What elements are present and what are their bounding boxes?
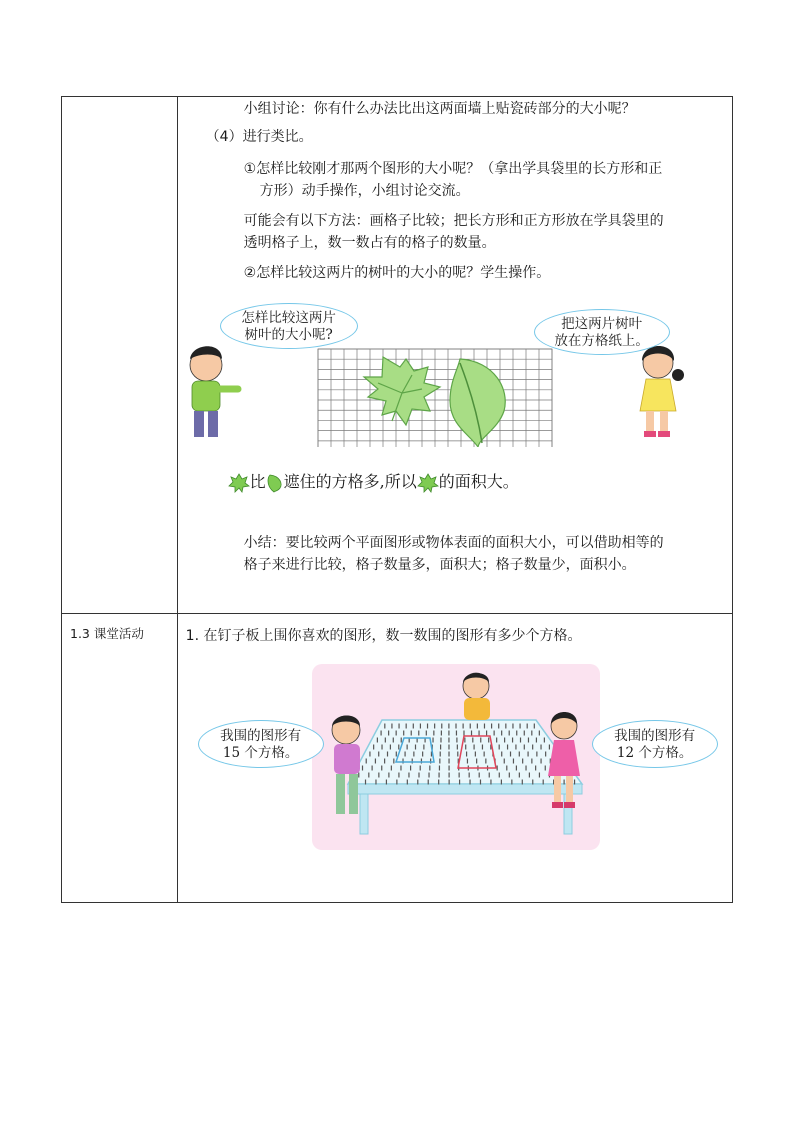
- lesson-table: [61, 96, 733, 903]
- question-1-line2: 方形）动手操作，小组讨论交流。: [259, 183, 470, 199]
- question-2: ②怎样比较这两片的树叶的大小的呢？学生操作。: [243, 265, 551, 281]
- leaf-comparison-sentence: [228, 471, 519, 493]
- discussion-text: 小组讨论：你有什么办法比出这两面墙上贴瓷砖部分的大小呢？: [243, 101, 636, 117]
- boy-bubble-line1: 怎样比较这两片: [241, 310, 336, 326]
- girl-bubble-line1: 把这两片树叶: [561, 316, 643, 332]
- table-row: [62, 614, 733, 903]
- right-bubble-line1: 我围的图形有: [614, 728, 696, 744]
- method-line2: 透明格子上，数一数占有的格子的数量。: [243, 235, 496, 251]
- right-speech-bubble: [592, 720, 718, 768]
- left-bubble-line2: 15 个方格。: [222, 745, 299, 761]
- oval-leaf-small-icon: [266, 473, 284, 493]
- maple-leaf-small-icon: [228, 473, 250, 493]
- section-label: 1.3 课堂活动: [70, 626, 144, 641]
- boy-speech-bubble: [220, 303, 358, 349]
- left-cell-empty: [62, 97, 178, 614]
- method-line1: 可能会有以下方法：画格子比较；把长方形和正方形放在学具袋里的: [243, 213, 664, 229]
- summary-line2: 格子来进行比较，格子数量多，面积大；格子数量少，面积小。: [243, 557, 636, 573]
- compare-end-text: 的面积大。: [438, 472, 519, 491]
- right-bubble-line2: 12 个方格。: [616, 745, 693, 761]
- girl-figure-icon: [640, 346, 684, 437]
- section-label-cell: [62, 614, 178, 903]
- pegboard-illustration: [312, 664, 600, 850]
- content-cell: [177, 97, 732, 614]
- boy-figure-icon: [190, 346, 238, 437]
- maple-leaf-small-icon-2: [417, 473, 439, 493]
- table-row: [62, 97, 733, 614]
- question-1-line1: ①怎样比较刚才那两个图形的大小呢？（拿出学具袋里的长方形和正: [243, 161, 663, 177]
- compare-word: 比: [249, 472, 266, 491]
- boy-bubble-line2: 树叶的大小呢?: [244, 327, 333, 343]
- summary-line1: 小结：要比较两个平面图形或物体表面的面积大小，可以借助相等的: [243, 535, 664, 551]
- compare-middle-text: 遮住的方格多,所以: [283, 472, 417, 491]
- analogy-heading: （4）进行类比。: [205, 129, 313, 145]
- girl-bubble-line2: 放在方格纸上。: [554, 333, 649, 349]
- girl-speech-bubble: [534, 309, 670, 355]
- left-bubble-line1: 我围的图形有: [220, 728, 302, 744]
- activity-text: 1. 在钉子板上围你喜欢的图形，数一数围的图形有多少个方格。: [185, 628, 582, 644]
- activity-cell: [177, 614, 732, 903]
- left-speech-bubble: [198, 720, 324, 768]
